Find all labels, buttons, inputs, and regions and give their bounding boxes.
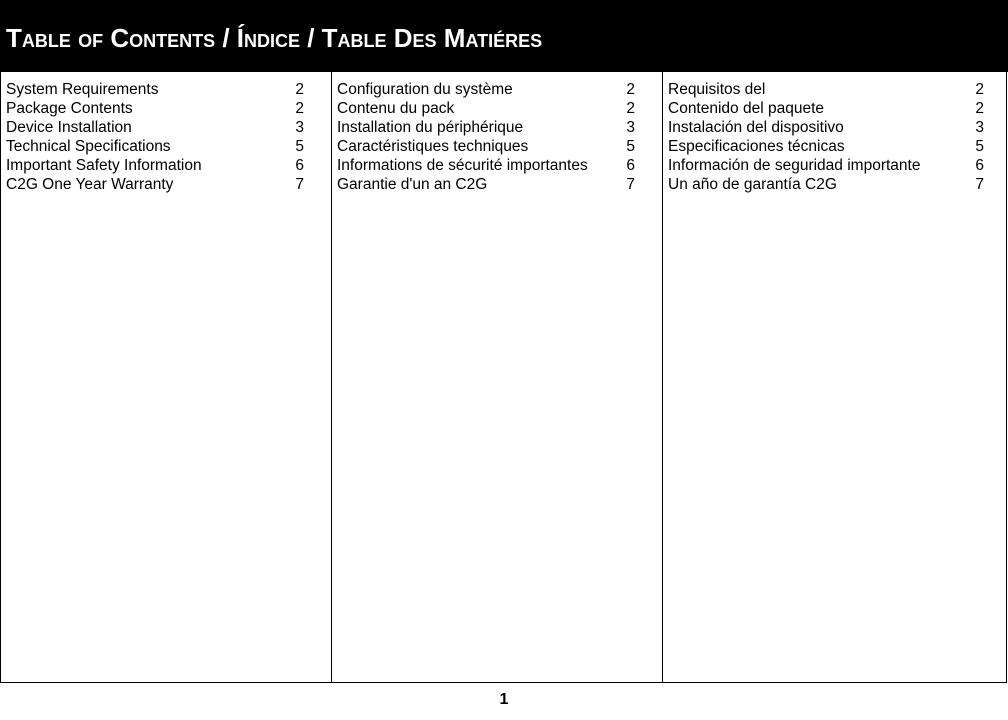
toc-entry[interactable] [337, 137, 635, 156]
toc-entry[interactable] [668, 118, 984, 137]
toc-entry[interactable] [6, 80, 304, 99]
page-title: Table of Contents / Índice / Table Des Matiéres [6, 23, 543, 53]
toc-entry-page: 2 [975, 81, 984, 98]
toc-entry[interactable] [337, 156, 635, 175]
toc-entry-page: 3 [626, 119, 635, 136]
toc-entry-label: Contenido del paquete [668, 100, 824, 117]
toc-entry[interactable] [6, 99, 304, 118]
toc-entry-page: 5 [295, 138, 304, 155]
toc-entry[interactable] [6, 137, 304, 156]
toc-entry-label: Device Installation [6, 119, 132, 136]
toc-entry-label: Configuration du système [337, 81, 513, 98]
toc-entry-label: Especificaciones técnicas [668, 138, 845, 155]
page-number: 1 [499, 691, 509, 708]
toc-entry[interactable] [6, 175, 304, 194]
toc-entry-page: 6 [626, 157, 635, 174]
column-divider [662, 72, 663, 683]
toc-entry[interactable] [668, 137, 984, 156]
toc-entry[interactable] [668, 156, 984, 175]
toc-entry[interactable] [668, 80, 984, 99]
toc-entry-page: 5 [975, 138, 984, 155]
toc-entry-label: Important Safety Information [6, 157, 202, 174]
toc-entry-label: Información de seguridad importante [668, 157, 921, 174]
toc-entry-page: 2 [295, 100, 304, 117]
toc-entry-label: Technical Specifications [6, 138, 171, 155]
toc-entry-page: 6 [975, 157, 984, 174]
toc-entry-page: 7 [295, 176, 304, 193]
toc-entry-page: 3 [975, 119, 984, 136]
toc-entry-page: 2 [626, 81, 635, 98]
toc-entry[interactable] [668, 99, 984, 118]
toc-entry-label: System Requirements [6, 81, 159, 98]
toc-entry[interactable] [6, 118, 304, 137]
toc-entry-label: C2G One Year Warranty [6, 176, 174, 193]
toc-entry[interactable] [337, 99, 635, 118]
toc-entry[interactable] [337, 175, 635, 194]
toc-entry-label: Informations de sécurité importantes [337, 157, 588, 174]
toc-entry-page: 6 [295, 157, 304, 174]
header-bar [0, 0, 1008, 72]
toc-entry-page: 3 [295, 119, 304, 136]
toc-entry-page: 2 [626, 100, 635, 117]
toc-entry-label: Contenu du pack [337, 100, 455, 117]
toc-entry-label: Un año de garantía C2G [668, 176, 837, 193]
toc-entry[interactable] [668, 175, 984, 194]
toc-entry-page: 7 [626, 176, 635, 193]
toc-column-english [6, 80, 304, 194]
toc-entry[interactable] [6, 156, 304, 175]
toc-entry-label: Instalación del dispositivo [668, 119, 844, 136]
toc-entry-page: 5 [626, 138, 635, 155]
toc-entry-page: 2 [295, 81, 304, 98]
toc-entry[interactable] [337, 118, 635, 137]
toc-entry-label: Garantie d'un an C2G [337, 176, 488, 193]
toc-entry-label: Caractéristiques techniques [337, 138, 529, 155]
toc-column-spanish [668, 80, 984, 194]
column-divider [331, 72, 332, 683]
toc-entry-label: Requisitos del [668, 81, 766, 98]
toc-entry[interactable] [337, 80, 635, 99]
toc-entry-page: 2 [975, 100, 984, 117]
toc-entry-label: Package Contents [6, 100, 133, 117]
toc-entry-page: 7 [975, 176, 984, 193]
toc-entry-label: Installation du périphérique [337, 119, 524, 136]
toc-column-french [337, 80, 635, 194]
